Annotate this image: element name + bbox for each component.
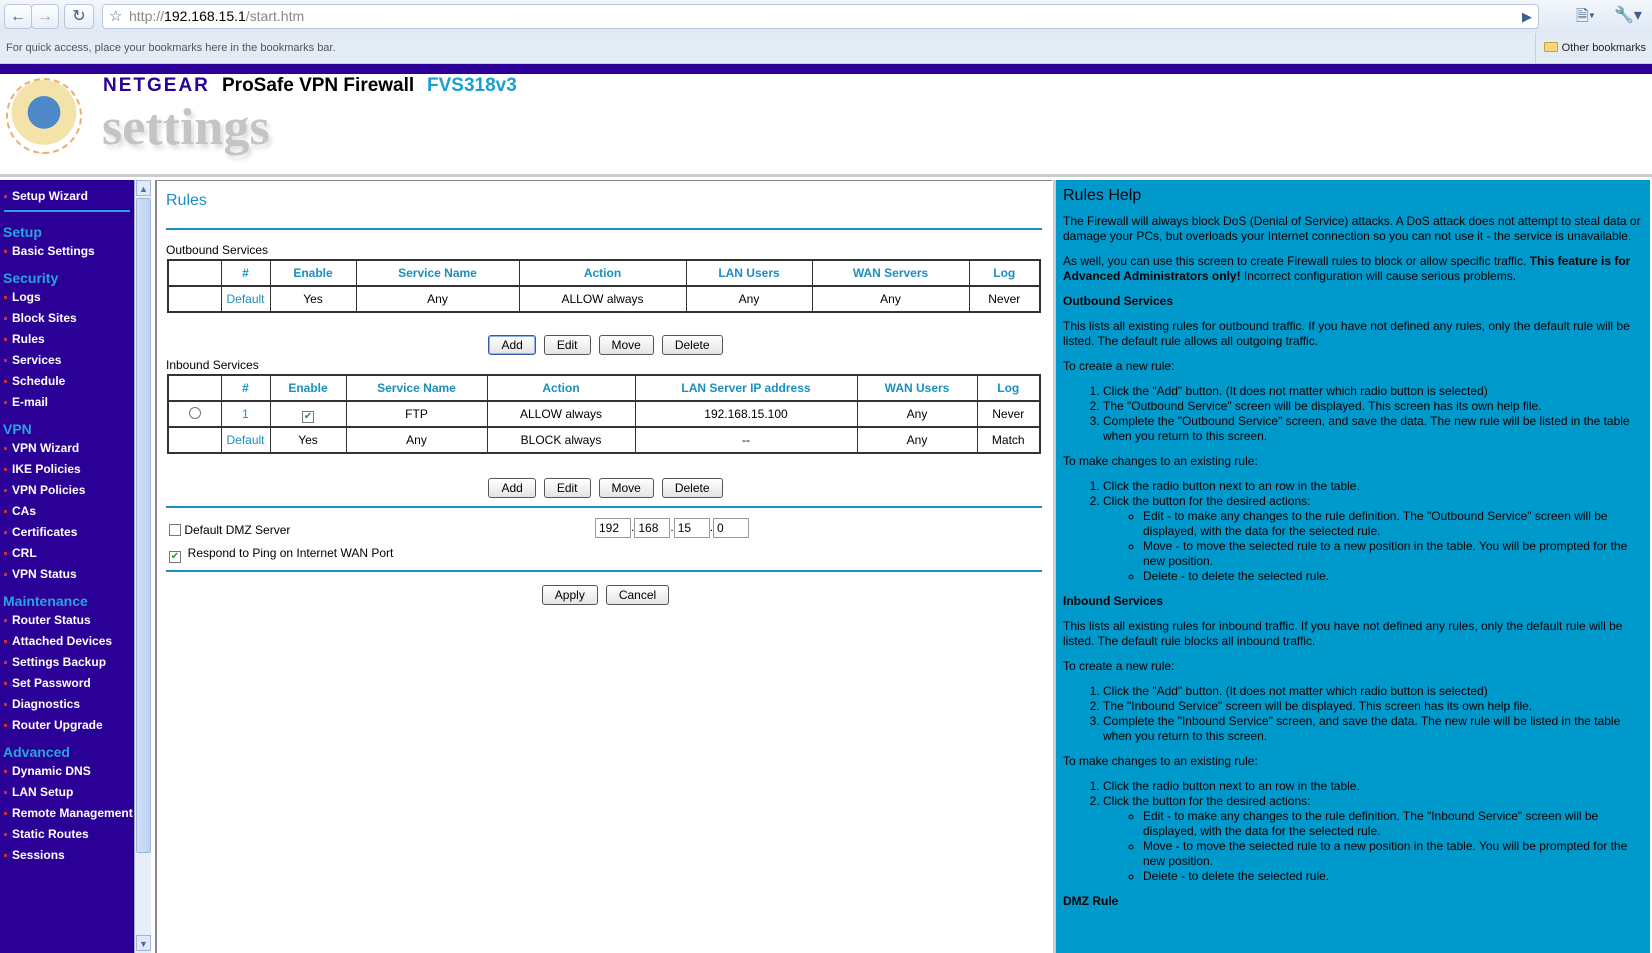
outbound-delete-button[interactable]: Delete — [662, 335, 723, 355]
help-list-item: 3. Complete the "Outbound Service" screen, and save the data. The new rule will be listed in the table when you return to this screen. — [1103, 414, 1646, 444]
dmz-ip-octet-4[interactable] — [713, 518, 749, 538]
browser-toolbar — [0, 0, 1652, 33]
sidebar-item-remote-management[interactable]: Remote Management — [0, 803, 134, 824]
sidebar-section-title: Security — [3, 270, 59, 286]
main-content — [155, 180, 1052, 953]
sidebar-item-setup-wizard[interactable]: Setup Wizard — [0, 186, 134, 207]
table-row: Default Yes Any ALLOW always Any Any Never — [168, 286, 1040, 312]
column-header: Action — [487, 375, 635, 401]
sidebar-item-schedule[interactable]: Schedule — [0, 371, 134, 392]
help-list — [1103, 479, 1646, 584]
dmz-row: Default DMZ Server — [169, 523, 290, 537]
cancel-button[interactable]: Cancel — [606, 585, 669, 605]
divider — [166, 570, 1042, 572]
help-list-item: 1. Click the radio button next to an row in the table. — [1103, 479, 1646, 494]
sidebar-item-e-mail[interactable]: E-mail — [0, 392, 134, 413]
sidebar-scrollbar[interactable] — [134, 180, 151, 953]
rule-number-link[interactable]: 1 — [221, 401, 270, 427]
page-header — [0, 74, 1652, 177]
help-list-item: ◦ Move - to move the selected rule to a new position in the table. You will be prompted for the new position. — [1143, 539, 1646, 569]
column-header: # — [221, 375, 270, 401]
other-bookmarks-button[interactable]: Other bookmarks — [1535, 33, 1646, 63]
netgear-logo — [6, 78, 82, 154]
column-header: Action — [519, 260, 686, 286]
column-header: LAN Server IP address — [635, 375, 857, 401]
settings-banner: settings — [102, 99, 270, 156]
outbound-label: Outbound Services — [166, 243, 269, 257]
inbound-move-button[interactable]: Move — [599, 478, 654, 498]
inbound-add-button[interactable]: Add — [488, 478, 535, 498]
sidebar-item-vpn-wizard[interactable]: VPN Wizard — [0, 438, 134, 459]
column-header: Enable — [270, 260, 356, 286]
sidebar-section-title: Setup — [3, 224, 42, 240]
sidebar-item-basic-settings[interactable]: Basic Settings — [0, 241, 134, 262]
address-bar[interactable]: ☆ http://192.168.15.1/start.htm ▶ — [102, 4, 1539, 29]
sidebar-item-rules[interactable]: Rules — [0, 329, 134, 350]
outbound-edit-button[interactable]: Edit — [544, 335, 591, 355]
divider — [166, 228, 1042, 230]
inbound-table — [167, 374, 1041, 454]
model-name: FVS318v3 — [427, 75, 517, 96]
sidebar-item-vpn-status[interactable]: VPN Status — [0, 564, 134, 585]
sidebar-item-ike-policies[interactable]: IKE Policies — [0, 459, 134, 480]
ping-row: ✔ Respond to Ping on Internet WAN Port — [170, 546, 394, 562]
column-header: WAN Users — [857, 375, 977, 401]
help-list-item: 2. Click the button for the desired actions: ◦ Edit - to make any changes to the rule definition. The "Inbound Service" screen will be displayed, with the data for the selected rule. ◦ Move - to move the selected rule to a new position in the table. You will be prompted for the new position. ◦ Delete - to delete the selected rule. — [1103, 794, 1646, 884]
apply-button[interactable]: Apply — [542, 585, 598, 605]
bookmarks-bar: For quick access, place your bookmarks here in the bookmarks bar. Other bookmarks — [0, 33, 1652, 64]
dmz-rule-heading: DMZ Rule — [1063, 894, 1119, 908]
sidebar-item-settings-backup[interactable]: Settings Backup — [0, 652, 134, 673]
help-list-item: ◦ Move - to move the selected rule to a new position in the table. You will be prompted for the new position. — [1143, 839, 1646, 869]
dmz-ip-octet-1[interactable] — [595, 518, 631, 538]
sidebar-nav — [0, 180, 134, 953]
table-row: 1 ✔ FTP ALLOW always 192.168.15.100 Any Never — [168, 401, 1040, 427]
row-select-radio[interactable] — [189, 407, 201, 419]
scroll-thumb[interactable] — [136, 198, 151, 853]
help-list-item: ◦ Delete - to delete the selected rule. — [1143, 569, 1646, 584]
help-list-item: 1. Click the "Add" button. (It does not matter which radio button is selected) — [1103, 384, 1646, 399]
column-header — [168, 375, 221, 401]
column-header: WAN Servers — [812, 260, 969, 286]
outbound-buttons — [157, 335, 1054, 355]
header-stripe — [0, 64, 1652, 74]
help-list — [1103, 779, 1646, 884]
sidebar-item-set-password[interactable]: Set Password — [0, 673, 134, 694]
scroll-up-icon[interactable]: ▲ — [136, 180, 151, 196]
forward-button[interactable]: → — [31, 4, 59, 29]
divider — [4, 210, 130, 212]
sidebar-item-certificates[interactable]: Certificates — [0, 522, 134, 543]
help-list-item: 1. Click the radio button next to an row in the table. — [1103, 779, 1646, 794]
help-list-item: ◦ Delete - to delete the selected rule. — [1143, 869, 1646, 884]
page-title: Rules — [166, 192, 207, 209]
enable-checkbox[interactable]: ✔ — [303, 410, 313, 422]
dmz-ip-field: 192 . 168 . 15 . 0 — [595, 518, 749, 538]
sidebar-section-title: Maintenance — [3, 593, 88, 609]
folder-icon — [1544, 42, 1558, 52]
column-header: Log — [977, 375, 1040, 401]
column-header: # — [221, 260, 270, 286]
help-list — [1103, 384, 1646, 444]
reload-button[interactable]: ↻ — [64, 4, 94, 29]
sidebar-item-router-upgrade[interactable]: Router Upgrade — [0, 715, 134, 736]
column-header: Service Name — [356, 260, 519, 286]
brand-name: NETGEAR — [103, 75, 210, 96]
sidebar-item-router-status[interactable]: Router Status — [0, 610, 134, 631]
sidebar-item-logs[interactable]: Logs — [0, 287, 134, 308]
help-list-item: ◦ Edit - to make any changes to the rule definition. The "Outbound Service" screen will be displayed, with the data for the selected rule. — [1143, 509, 1646, 539]
divider — [166, 506, 1042, 508]
column-header: Service Name — [346, 375, 487, 401]
sidebar-item-static-routes[interactable]: Static Routes — [0, 824, 134, 845]
help-list-item: 2. The "Inbound Service" screen will be displayed. This screen has its own help file. — [1103, 699, 1646, 714]
sidebar-section-title: VPN — [3, 421, 32, 437]
sidebar-item-lan-setup[interactable]: LAN Setup — [0, 782, 134, 803]
sidebar-item-block-sites[interactable]: Block Sites — [0, 308, 134, 329]
bookmark-star-icon[interactable]: ☆ — [109, 8, 123, 25]
go-icon[interactable]: ▶ — [1522, 9, 1532, 24]
column-header: LAN Users — [686, 260, 812, 286]
wrench-menu-icon[interactable]: 🔧▾ — [1614, 7, 1642, 24]
back-button[interactable]: ← — [4, 4, 32, 29]
form-buttons — [157, 585, 1054, 605]
outbound-add-button[interactable]: Add — [488, 335, 535, 355]
inbound-edit-button[interactable]: Edit — [544, 478, 591, 498]
sidebar-item-attached-devices[interactable]: Attached Devices — [0, 631, 134, 652]
help-list-item: 2. The "Outbound Service" screen will be displayed. This screen has its own help file. — [1103, 399, 1646, 414]
outbound-table — [167, 259, 1041, 313]
help-list-item: ◦ Edit - to make any changes to the rule definition. The "Inbound Service" screen will be displayed, with the data for the selected rule. — [1143, 809, 1646, 839]
sidebar-item-diagnostics[interactable]: Diagnostics — [0, 694, 134, 715]
sidebar-item-sessions[interactable]: Sessions — [0, 845, 134, 866]
column-header: Log — [969, 260, 1040, 286]
help-list-item: 2. Click the button for the desired actions: ◦ Edit - to make any changes to the rule definition. The "Outbound Service" screen will be displayed, with the data for the selected rule. ◦ Move - to move the selected rule to a new position in the table. You will be prompted for the new position. ◦ Delete - to delete the selected rule. — [1103, 494, 1646, 584]
sidebar-item-services[interactable]: Services — [0, 350, 134, 371]
column-header: Enable — [270, 375, 346, 401]
help-list-item: 1. Click the "Add" button. (It does not matter which radio button is selected) — [1103, 684, 1646, 699]
sidebar-item-dynamic-dns[interactable]: Dynamic DNS — [0, 761, 134, 782]
inbound-label: Inbound Services — [166, 358, 259, 372]
inbound-delete-button[interactable]: Delete — [662, 478, 723, 498]
sidebar-item-cas[interactable]: CAs — [0, 501, 134, 522]
sidebar-item-crl[interactable]: CRL — [0, 543, 134, 564]
ping-checkbox[interactable]: ✔ — [170, 551, 180, 562]
page-menu-icon[interactable]: 🗎▾ — [1576, 8, 1595, 25]
dmz-ip-octet-3[interactable] — [674, 518, 710, 538]
dmz-ip-octet-2[interactable] — [634, 518, 670, 538]
sidebar-section-title: Advanced — [3, 744, 70, 760]
inbound-buttons — [157, 478, 1054, 498]
table-row: Default Yes Any BLOCK always -- Any Match — [168, 427, 1040, 453]
help-list — [1103, 684, 1646, 744]
help-list-item: 3. Complete the "Inbound Service" screen, and save the data. The new rule will be listed in the table when you return to this screen. — [1103, 714, 1646, 744]
product-name: ProSafe VPN Firewall — [222, 75, 415, 96]
scroll-down-icon[interactable]: ▼ — [136, 935, 151, 951]
dmz-checkbox[interactable] — [169, 524, 181, 536]
help-title: Rules Help — [1063, 187, 1142, 204]
sidebar-item-vpn-policies[interactable]: VPN Policies — [0, 480, 134, 501]
column-header — [168, 260, 221, 286]
help-panel: Rules Help The Firewall will always block DoS (Denial of Service) attacks. A DoS attack does not attempt to steal data or damage your PCs, but overloads your Internet connection so you can not use it - the service is unavailable. As well, you can use this screen to create Firewall rules to block or allow specific traffic. This feature is for Advanced Administrators only! Incorrect configuration will cause serious problems. Outbound Services This lists all existing rules for outbound traffic. If you have not defined any rules, only the default rule will be listed. The default rule allows all outgoing traffic. To create a new rule: 1. Click the "Add" button. (It does not matter which radio button is selected) 2. The "Outbound Service" screen will be displayed. This screen has its own help file. 3. Complete the "Outbound Service" screen, and save the data. The new rule will be listed in the table when you return to this screen. To make changes to an existing rule: 1. Click the radio button next to an row in the table. 2. Click the button for the desired actions: ◦ Edit - to make any changes to the rule definition. The "Outbound Service" screen will be displayed, with the data for the selected rule. ◦ Move - to move the selected rule to a new position in the table. You will be prompted for the new position. ◦ Delete - to delete the selected rule. Inbound Services This lists all existing rules for inbound traffic. If you have not defined any rules, only the default rule will be listed. The default rule blocks all inbound traffic. To create a new rule: 1. Click the "Add" button. (It does not matter which radio button is selected) 2. The "Inbound Service" screen will be displayed. This screen has its own help file. 3. Complete the "Inbound Service" screen, and save the data. The new rule will be listed in the table when you return to this screen. To make changes to an existing rule: 1. Click the radio button next to an row in the table. 2. Click the button for the desired actions: ◦ Edit - to make any changes to the rule definition. The "Inbound Service" screen will be displayed, with the data for the selected rule. ◦ Move - to move the selected rule to a new position in the table. You will be prompted for the new position. ◦ Delete - to delete the selected rule. DMZ Rule — [1053, 180, 1650, 953]
outbound-move-button[interactable]: Move — [599, 335, 654, 355]
